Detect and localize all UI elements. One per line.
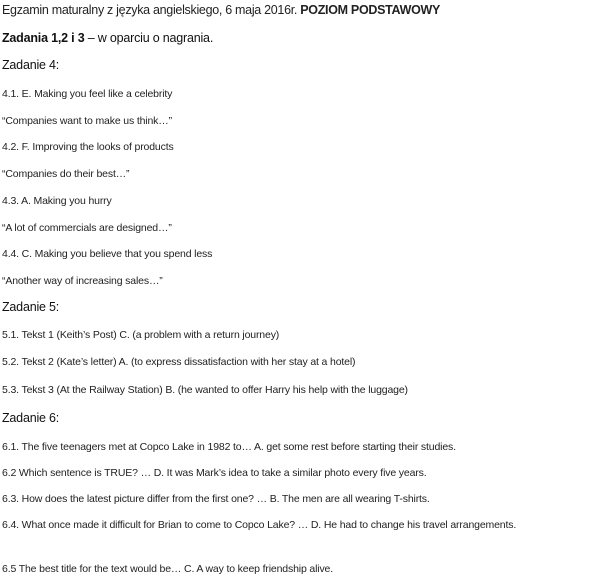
title-text: Egzamin maturalny z języka angielskiego, 6 maja 2016r. (2, 3, 298, 17)
intro-note: – w oparciu o nagrania. (84, 31, 214, 45)
answer-4-1: 4.1. E. Making you feel like a celebrity (2, 88, 173, 100)
answer-5-1: 5.1. Tekst 1 (Keith’s Post) C. (a problem with a return journey) (2, 329, 280, 341)
section-heading-zadanie-6: Zadanie 6: (2, 411, 60, 425)
answer-6-2: 6.2 Which sentence is TRUE? … D. It was Mark’s idea to take a similar photo every five years. (2, 467, 427, 479)
quote-4-3: “A lot of commercials are designed…” (2, 222, 172, 234)
intro-tasks: Zadania 1,2 i 3 (2, 31, 85, 45)
answer-4-3: 4.3. A. Making you hurry (2, 195, 112, 207)
title-level: POZIOM PODSTAWOWY (297, 3, 441, 17)
answer-5-3: 5.3. Tekst 3 (At the Railway Station) B. (he wanted to offer Harry his help with the luggage) (2, 384, 408, 396)
answer-5-2: 5.2. Tekst 2 (Kate’s letter) A. (to express dissatisfaction with her stay at a hotel) (2, 356, 356, 368)
document-title (2, 3, 440, 17)
answer-4-2: 4.2. F. Improving the looks of products (2, 141, 174, 153)
answer-6-1: 6.1. The five teenagers met at Copco Lake in 1982 to… A. get some rest before starting their studies. (2, 441, 456, 453)
answer-6-4: 6.4. What once made it difficult for Brian to come to Copco Lake? … D. He had to change his travel arrangements. (2, 519, 517, 531)
section-heading-zadanie-4: Zadanie 4: (2, 58, 60, 72)
quote-4-2: “Companies do their best…” (2, 168, 130, 180)
answer-6-5: 6.5 The best title for the text would be… C. A way to keep friendship alive. (2, 563, 334, 575)
quote-4-1: “Companies want to make us think…” (2, 115, 172, 127)
answer-6-3: 6.3. How does the latest picture differ from the first one? … B. The men are all wearing T-shirts. (2, 493, 430, 505)
intro-line (2, 30, 213, 46)
answer-4-4: 4.4. C. Making you believe that you spend less (2, 248, 213, 260)
quote-4-4: “Another way of increasing sales…” (2, 275, 163, 287)
section-heading-zadanie-5: Zadanie 5: (2, 300, 60, 314)
